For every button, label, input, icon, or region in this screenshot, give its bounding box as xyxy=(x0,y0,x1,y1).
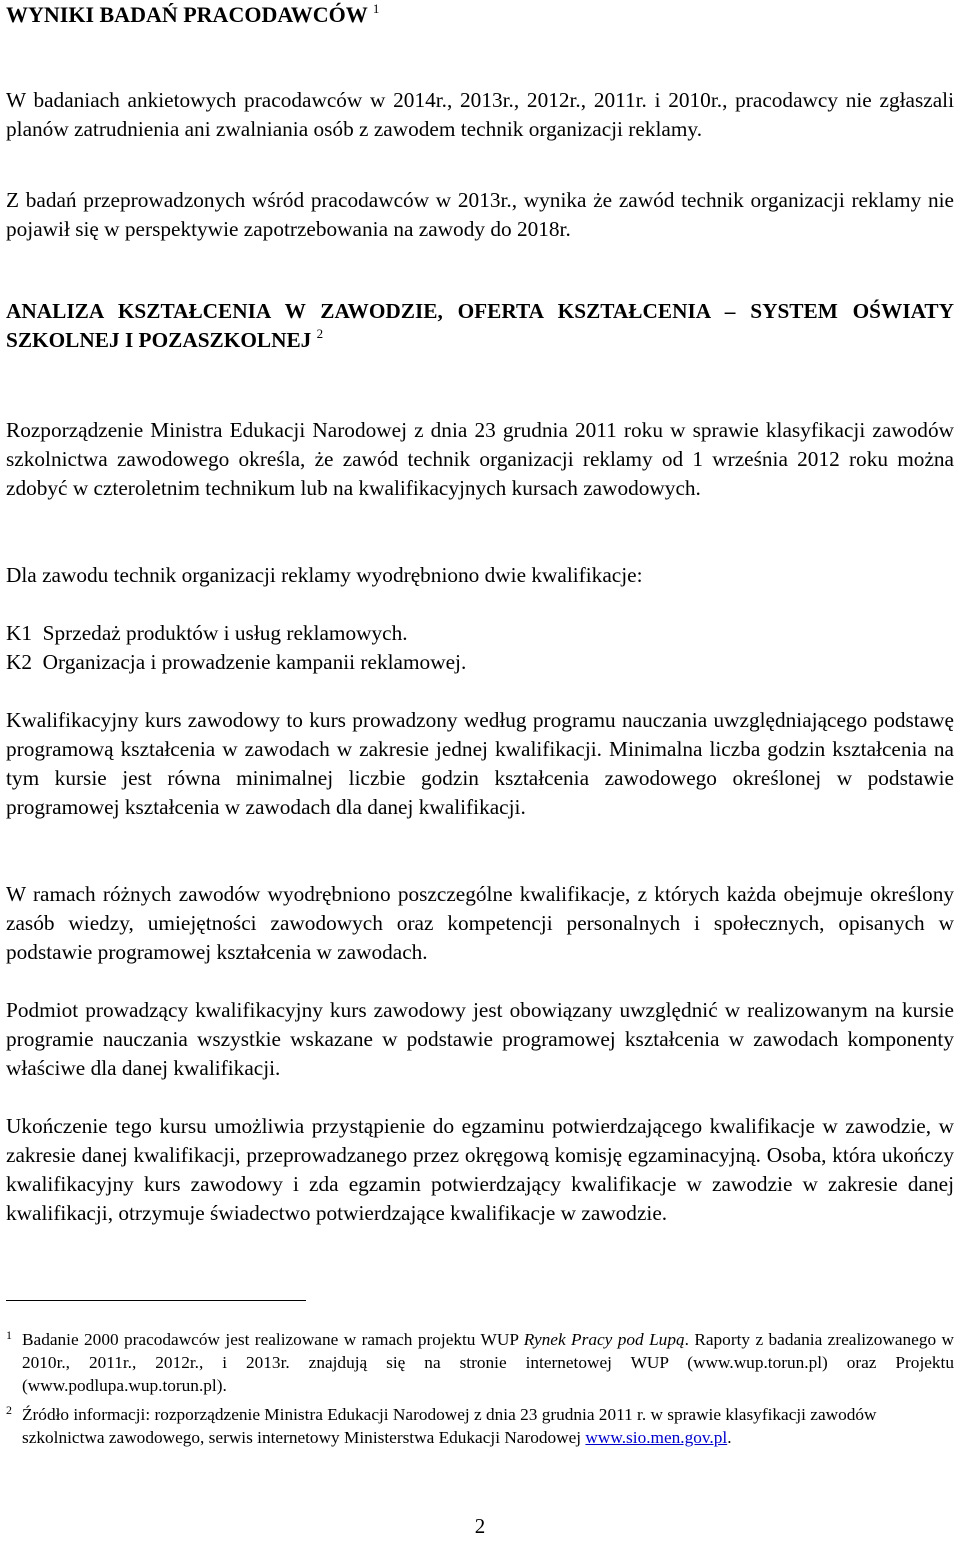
paragraph-course-provider: Podmiot prowadzący kwalifikacyjny kurs zawodowy jest obowiązany uwzględnić w realizowanym na kursie programie nauczania wszystkie wskazane w podstawie programowej kształcenia w zawodach komponenty właściwe dla danej kwalifikacji. xyxy=(6,998,954,1080)
paragraph-regulation: Rozporządzenie Ministra Edukacji Narodowej z dnia 23 grudnia 2011 roku w sprawie klasyfikacji zawodów szkolnictwa zawodowego określa, że zawód technik organizacji reklamy od 1 września 2012 roku można zdobyć w czteroletnim technikum lub na kwalifikacyjnych kursach zawodowych. xyxy=(6,418,954,500)
footnote-number: 1 xyxy=(6,1328,12,1342)
heading-education-analysis xyxy=(6,297,954,355)
heading-employer-survey xyxy=(6,0,954,30)
paragraph-survey-results: W badaniach ankietowych pracodawców w 2014r., 2013r., 2012r., 2011r. i 2010r., pracodawcy nie zgłaszali planów zatrudnienia ani zwalniania osób z zawodem technik organizacji reklamy. xyxy=(6,88,954,141)
paragraph-course-definition: Kwalifikacyjny kurs zawodowy to kurs prowadzony według programu nauczania uwzględniającego podstawę programową kształcenia w zawodach w zakresie jednej kwalifikacji. Minimalna liczba godzin kształcenia na tym kursie jest równa minimalnej liczbie godzin kształcenia zawodowego określonej w podstawie programowej kształcenia w zawodach dla danej kwalifikacji. xyxy=(6,708,954,819)
paragraph-exam: Ukończenie tego kursu umożliwia przystąpienie do egzaminu potwierdzającego kwalifikacje w zawodzie, w zakresie danej kwalifikacji, przeprowadzanego przez okręgową komisję egzaminacyjną. Osoba, która ukończy kwalifikacyjny kurs zawodowy i zda egzamin potwierdzający kwalifikacje w zawodzie w zakresie danej kwalifikacji, otrzymuje świadectwo potwierdzające kwalifikacje w zawodzie. xyxy=(6,1114,954,1225)
qualification-item-k1: K1 Sprzedaż produktów i usług reklamowych. xyxy=(6,621,408,645)
heading-text: ANALIZA KSZTAŁCENIA W ZAWODZIE, OFERTA KSZTAŁCENIA – SYSTEM OŚWIATY SZKOLNEJ I POZASZKOLNEJ xyxy=(6,299,954,352)
paragraph-forecast: Z badań przeprowadzonych wśród pracodawców w 2013r., wynika że zawód technik organizacji reklamy nie pojawił się w perspektywie zapotrzebowania na zawody do 2018r. xyxy=(6,188,954,241)
footnote-ref-1[interactable]: 1 xyxy=(372,1,380,16)
qualification-list xyxy=(6,619,954,677)
footnote-2 xyxy=(6,1403,954,1449)
footnote-text: Źródło informacji: rozporządzenie Ministra Edukacji Narodowej z dnia 23 grudnia 2011 r. w sprawie klasyfikacji zawodów szkolnictwa zawodowego, serwis internetowy Ministerstwa Edukacji Narodowej www.sio.men.gov.pl. xyxy=(22,1405,877,1447)
footnote-text: Badanie 2000 pracodawców jest realizowane w ramach projektu WUP Rynek Pracy pod Lupą. Raporty z badania zrealizowanego w 2010r., 2011r., 2012r., i 2013r. znajdują się na stronie internetowej WUP (www.wup.torun.pl) oraz Projektu (www.podlupa.wup.torun.pl). xyxy=(22,1330,954,1395)
footnote-ref-2[interactable]: 2 xyxy=(316,326,324,341)
paragraph-qualifications-scope: W ramach różnych zawodów wyodrębniono poszczególne kwalifikacje, z których każda obejmuje określony zasób wiedzy, umiejętności zawodowych oraz kompetencji personalnych i społecznych, opisanych w podstawie programowej kształcenia w zawodach. xyxy=(6,882,954,964)
footnote-separator xyxy=(6,1300,306,1301)
page-number: 2 xyxy=(474,1514,486,1538)
paragraph-qualifications-intro: Dla zawodu technik organizacji reklamy wyodrębniono dwie kwalifikacje: xyxy=(6,563,643,587)
qualification-item-k2: K2 Organizacja i prowadzenie kampanii reklamowej. xyxy=(6,650,467,674)
footnote-number: 2 xyxy=(6,1403,12,1417)
mein-website-link[interactable]: www.sio.men.gov.pl xyxy=(585,1428,728,1447)
footnote-1 xyxy=(6,1328,954,1397)
heading-text: WYNIKI BADAŃ PRACODAWCÓW xyxy=(6,2,368,27)
